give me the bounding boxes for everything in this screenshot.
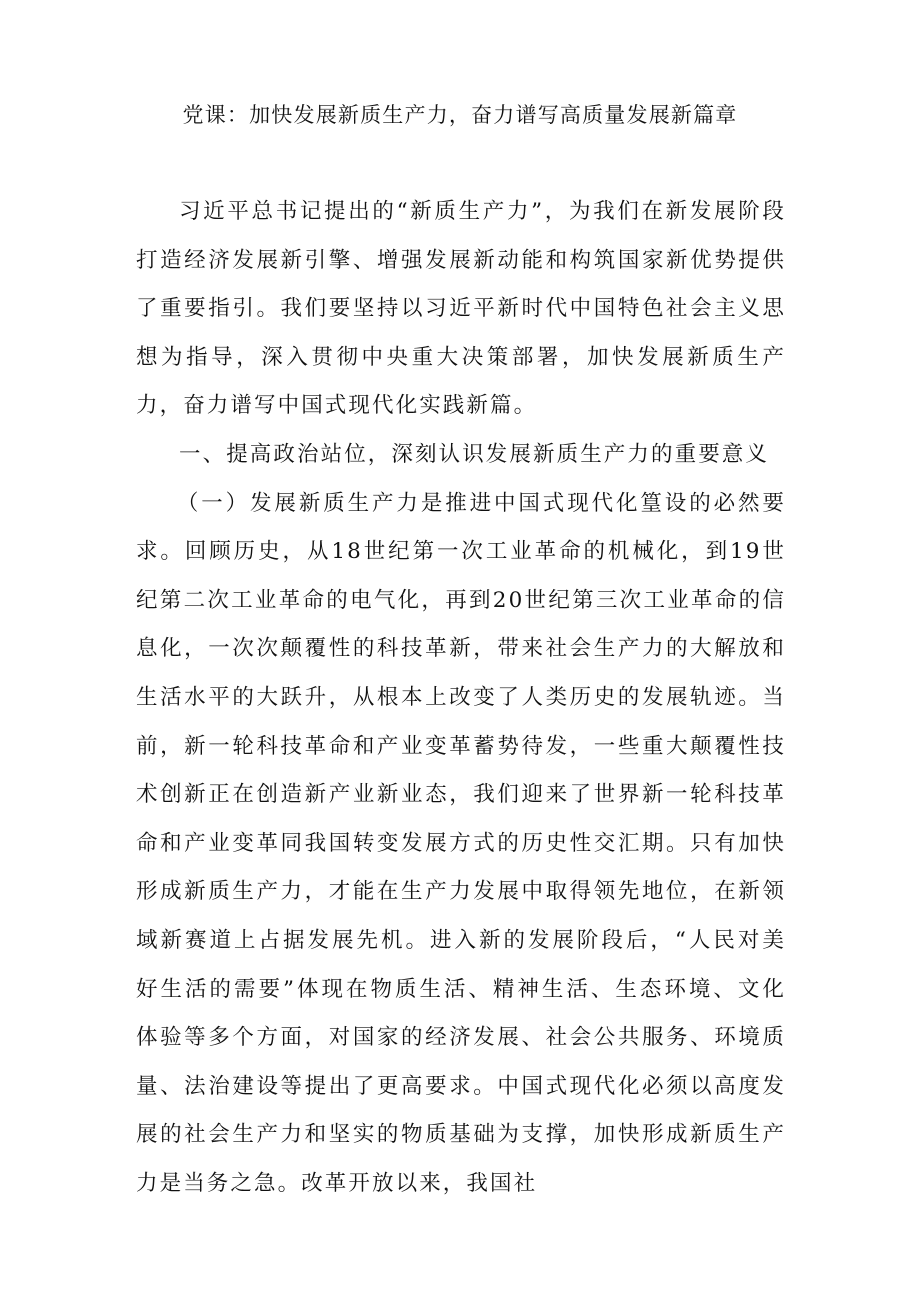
subsection-paragraph-1 xyxy=(136,480,786,1209)
document-body xyxy=(136,188,786,1208)
subsection-heading-1: （一）发展新质生产力是推进中国式现代化篁设的必然要求。 xyxy=(136,490,786,565)
intro-paragraph: 习近平总书记提出的“新质生产力”，为我们在新发展阶段打造经济发展新引擎、增强发展新动能和构筑国家新优势提供了重要指引。我们要坚持以习近平新时代中国特色社会主义思想为指导，深入贯彻中央重大决策部署，加快发展新质生产力，奋力谱写中国式现代化实践新篇。 xyxy=(136,199,786,419)
section-heading-1: 一、提高政治站位，深刻认识发展新质生产力的重要意义 xyxy=(179,441,770,467)
document-title: 党课：加快发展新质生产力，奋力谱写高质量发展新篇章 xyxy=(182,103,738,127)
subsection-body-1: 回顾历史，从18世纪第一次工业革命的机械化，到19世纪第二次工业革命的电气化，再到20世纪第三次工业革命的信息化，一次次颠覆性的科技革新，带来社会生产力的大解放和生活水平的大跃升，从根本上改变了人类历史的发展轨迹。当前，新一轮科技革命和产业变革蓄势待发，一些重大颠覆性技术创新正在创造新产业新业态，我们迎来了世界新一轮科技革命和产业变革同我国转变发展方式的历史性交汇期。只有加快形成新质生产力，才能在生产力发展中取得领先地位，在新领域新赛道上占据发展先机。进入新的发展阶段后，“人民对美好生活的需要”体现在物质生活、精神生活、生态环境、文化体验等多个方面，对国家的经济发展、社会公共服务、环境质量、法治建设等提出了更高要求。中国式现代化必须以高度发展的社会生产力和坚实的物质基础为支撑，加快形成新质生产力是当务之急。改革开放以来，我国社 xyxy=(136,539,786,1196)
